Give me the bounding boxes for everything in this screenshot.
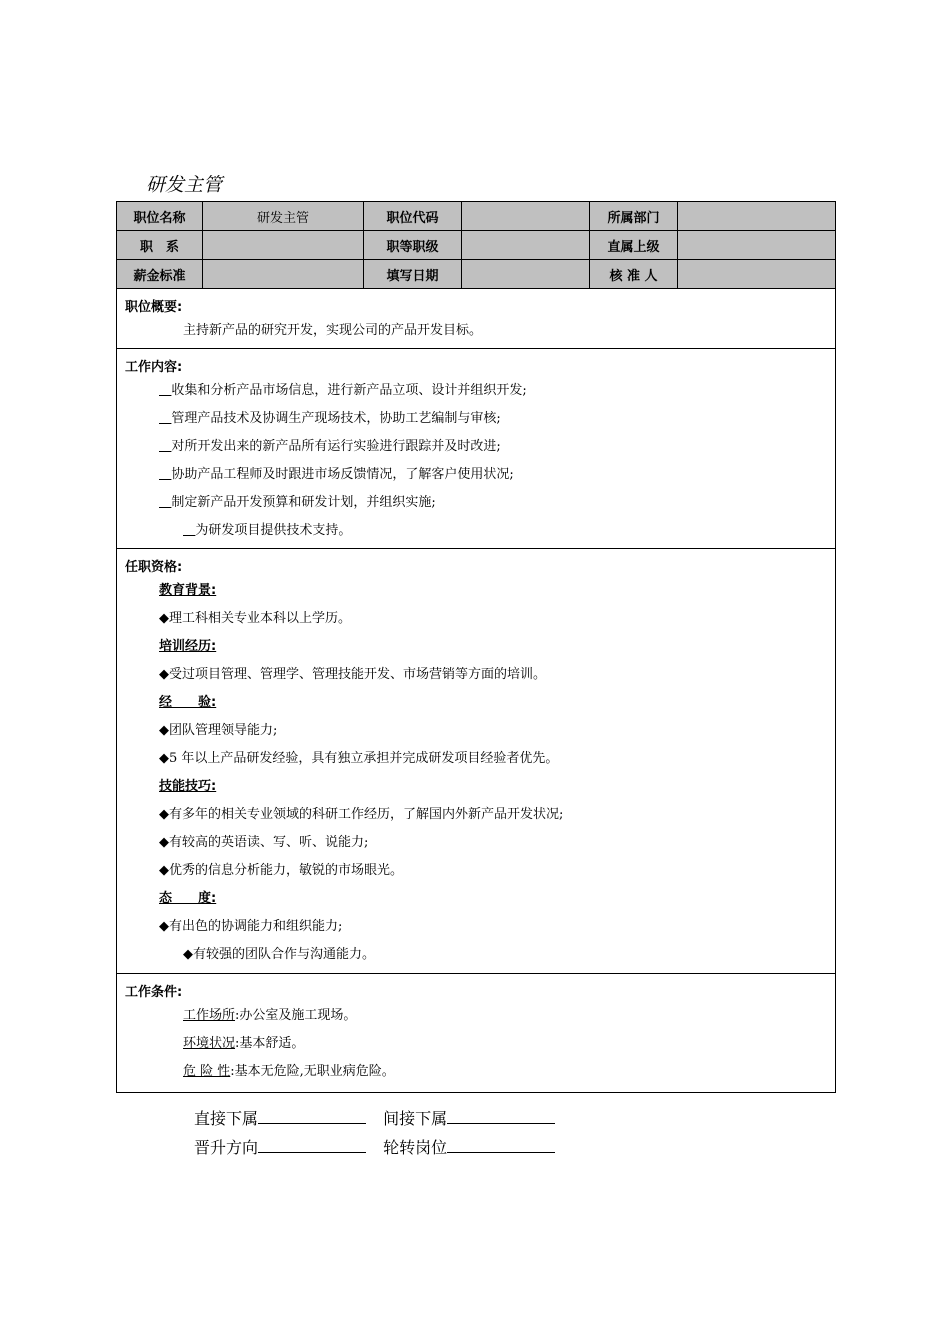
job-description-table xyxy=(116,201,836,1093)
indirect-subordinates-field[interactable] xyxy=(447,1109,555,1124)
document-title: 研发主管 xyxy=(146,174,223,196)
summary-text: 主持新产品的研究开发，实现公司的产品开发目标。 xyxy=(183,323,483,338)
indirect-subordinates-label: 间接下属 xyxy=(383,1109,448,1128)
skills-item: ◆优秀的信息分析能力，敏锐的市场眼光。 xyxy=(159,863,403,878)
duty-item xyxy=(117,433,835,461)
training-item: ◆受过项目管理、管理学、管理技能开发、市场营销等方面的培训。 xyxy=(159,667,546,682)
education-item: ◆理工科相关专业本科以上学历。 xyxy=(159,611,351,626)
attitude-label: 态 度: xyxy=(159,891,217,906)
value-approver[interactable] xyxy=(678,260,836,289)
duty-bullet xyxy=(159,411,171,426)
rotation-post-field[interactable] xyxy=(447,1138,555,1153)
duty-bullet xyxy=(159,383,171,398)
label-salary-standard: 薪金标准 xyxy=(117,260,203,289)
condition-value: :基本舒适。 xyxy=(235,1036,305,1051)
value-salary-standard[interactable] xyxy=(203,260,364,289)
skills-item: ◆有多年的相关专业领域的科研工作经历，了解国内外新产品开发状况; xyxy=(159,807,564,822)
conditions-row xyxy=(117,974,836,1093)
attitude-item: ◆有较强的团队合作与沟通能力。 xyxy=(183,947,375,962)
value-department[interactable] xyxy=(678,202,836,231)
duty-text: 协助产品工程师及时跟进市场反馈情况，了解客户使用状况; xyxy=(171,467,514,482)
attitude-item: ◆有出色的协调能力和组织能力; xyxy=(159,919,343,934)
label-grade-level: 职等职级 xyxy=(364,231,462,260)
header-row-2 xyxy=(117,231,836,260)
duties-title: 工作内容: xyxy=(125,360,183,375)
value-direct-supervisor[interactable] xyxy=(678,231,836,260)
condition-label: 工作场所 xyxy=(183,1008,236,1023)
experience-label: 经 验: xyxy=(159,695,217,710)
duty-item xyxy=(117,461,835,489)
duty-bullet xyxy=(159,439,171,454)
condition-label: 危 险 性 xyxy=(183,1064,231,1079)
duties-row xyxy=(117,349,836,549)
label-job-family: 职 系 xyxy=(117,231,203,260)
direct-subordinates-field[interactable] xyxy=(258,1109,366,1124)
duty-text: 管理产品技术及协调生产现场技术，协助工艺编制与审核; xyxy=(171,411,501,426)
value-position-name[interactable]: 研发主管 xyxy=(203,202,364,231)
promotion-path-label: 晋升方向 xyxy=(194,1138,259,1157)
label-approver: 核 准 人 xyxy=(590,260,678,289)
duty-text: 制定新产品开发预算和研发计划，并组织实施; xyxy=(171,495,436,510)
condition-item xyxy=(117,1030,835,1058)
direct-subordinates-label: 直接下属 xyxy=(194,1109,259,1128)
value-job-family[interactable] xyxy=(203,231,364,260)
rotation-post-label: 轮转岗位 xyxy=(383,1138,448,1157)
duties-section xyxy=(117,349,836,549)
duty-item xyxy=(117,489,835,517)
training-label: 培训经历: xyxy=(159,639,217,654)
education-label: 教育背景: xyxy=(159,583,217,598)
duty-bullet xyxy=(183,523,195,538)
summary-row xyxy=(117,289,836,349)
skills-item: ◆有较高的英语读、写、听、说能力; xyxy=(159,835,369,850)
experience-item: ◆5 年以上产品研发经验，具有独立承担并完成研发项目经验者优先。 xyxy=(159,751,559,766)
footer-line-1 xyxy=(194,1106,567,1129)
value-fill-date[interactable] xyxy=(462,260,590,289)
qualifications-section xyxy=(117,549,836,974)
duty-item xyxy=(117,405,835,433)
footer-line-2 xyxy=(194,1135,567,1158)
promotion-path-field[interactable] xyxy=(258,1138,366,1153)
duty-text: 收集和分析产品市场信息，进行新产品立项、设计并组织开发; xyxy=(171,383,527,398)
condition-item xyxy=(117,1058,835,1086)
duty-text: 为研发项目提供技术支持。 xyxy=(195,523,352,538)
label-position-code: 职位代码 xyxy=(364,202,462,231)
value-grade-level[interactable] xyxy=(462,231,590,260)
value-position-code[interactable] xyxy=(462,202,590,231)
conditions-section xyxy=(117,974,836,1093)
duty-bullet xyxy=(159,495,171,510)
duty-bullet xyxy=(159,467,171,482)
conditions-title: 工作条件: xyxy=(125,985,183,1000)
condition-item xyxy=(117,1002,835,1030)
label-department: 所属部门 xyxy=(590,202,678,231)
condition-value: :基本无危险,无职业病危险。 xyxy=(230,1064,395,1079)
summary-section xyxy=(117,289,836,349)
header-row-3 xyxy=(117,260,836,289)
label-position-name: 职位名称 xyxy=(117,202,203,231)
experience-item: ◆团队管理领导能力; xyxy=(159,723,278,738)
condition-label: 环境状况 xyxy=(183,1036,236,1051)
summary-title: 职位概要: xyxy=(125,300,183,315)
skills-label: 技能技巧: xyxy=(159,779,217,794)
label-fill-date: 填写日期 xyxy=(364,260,462,289)
duty-text: 对所开发出来的新产品所有运行实验进行跟踪并及时改进; xyxy=(171,439,501,454)
condition-value: :办公室及施工现场。 xyxy=(235,1008,357,1023)
label-direct-supervisor: 直属上级 xyxy=(590,231,678,260)
qualifications-title: 任职资格: xyxy=(125,560,183,575)
header-row-1 xyxy=(117,202,836,231)
duty-item xyxy=(117,377,835,405)
qualifications-row xyxy=(117,549,836,974)
duty-item xyxy=(117,517,835,545)
